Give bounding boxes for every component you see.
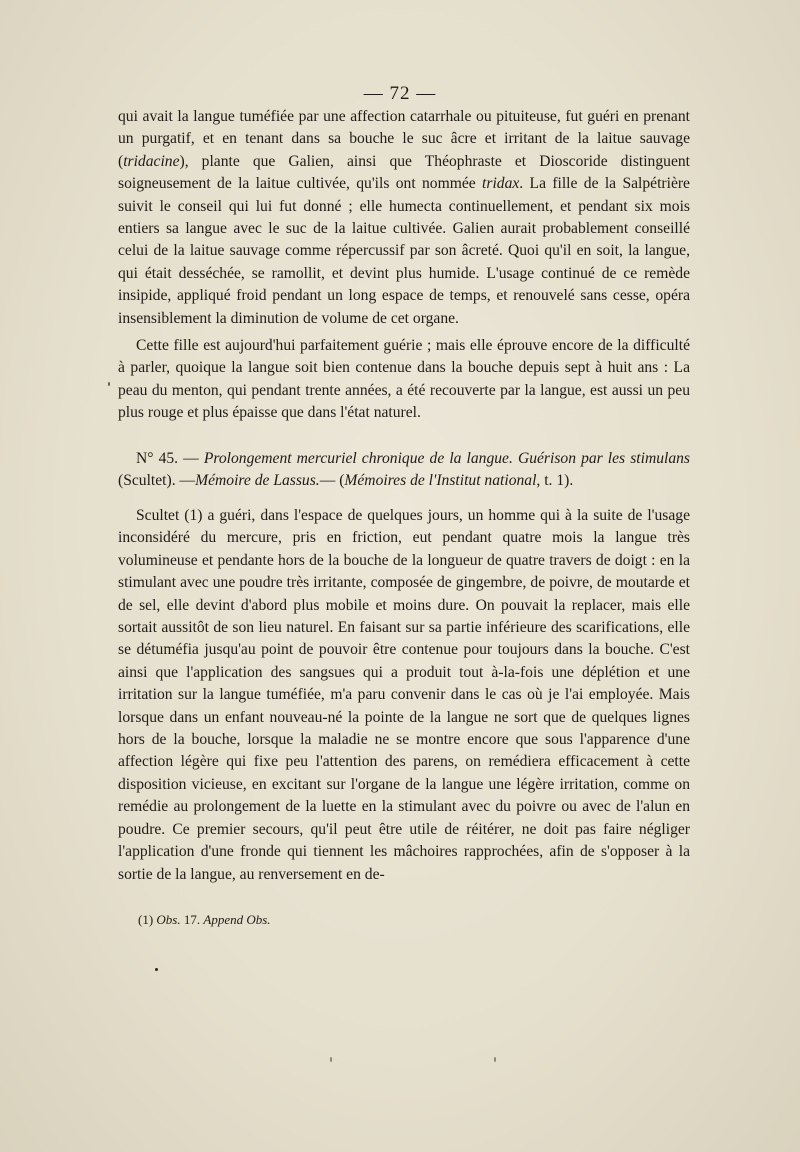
footnote-append: Append Obs.	[203, 912, 271, 927]
observation-number: N° 45. —	[136, 450, 204, 467]
paragraph-3	[118, 505, 690, 886]
paper-speck	[330, 1057, 332, 1062]
paragraph-1-text-b: ), plante que Galien, ainsi que Théophraste et Dioscoride distinguent soigneusement de la laitue cultivée, qu'ils ont nommée	[118, 152, 690, 193]
observation-heading	[118, 448, 690, 493]
paper-speck	[494, 1057, 496, 1062]
observation-source-institut: Mémoires de l'Institut national,	[344, 472, 541, 490]
observation-author: (Scultet). —	[118, 472, 196, 490]
footnote	[138, 911, 271, 929]
paragraph-1-text-c: . La fille de la Salpétrière suivit le conseil qui lui fut donné ; elle humecta continuellement, et pendant six mois entiers sa langue avec le suc de la laitue cultivée. Galien aurait probablement conseillé celui de la laitue sauvage comme répercussif par son âcreté. Quoi qu'il en soit, la langue, qui était desséchée, se ramollit, et devint plus humide. L'usage continué de ce remède insipide, appliqué froid pendant un long espace de temps, et renouvelé sans cesse, opéra insensiblement la diminution de volume de cet organe.	[118, 175, 690, 327]
paragraph-1	[118, 106, 690, 330]
observation-source-memoire: Mémoire de Lassus.	[195, 472, 320, 490]
footnote-obs: Obs.	[156, 912, 181, 927]
paragraph-1-text-a: qui avait la langue tuméfiée par une affection catarrhale ou pituiteuse, fut guéri en prenant un purgatif, et en tenant dans sa bouche le suc âcre et irritant de la laitue sauvage (	[118, 108, 690, 170]
paragraph-2	[118, 335, 690, 425]
paper-speck	[155, 968, 158, 971]
observation-title: Prolongement mercuriel chronique de la langue. Guérison par les stimulans	[203, 450, 690, 467]
observation-volume: t. 1).	[540, 472, 574, 490]
page-number: — 72 —	[363, 83, 437, 104]
footnote-ref: 17.	[180, 912, 204, 927]
paper-speck	[108, 382, 110, 386]
paragraph-1-italic-tridacine: tridacine	[123, 152, 180, 170]
observation-sep: — (	[319, 472, 345, 490]
paragraph-3-text: Scultet (1) a guéri, dans l'espace de quelques jours, un homme qui à la suite de l'usage inconsidéré du mercure, pris en friction, eut pendant quatre mois la langue très volumineuse et pendante hors de la bouche de la longueur de quatre travers de doigt : en la stimulant avec une poudre très irritante, composée de gingembre, de poivre, de moutarde et de sel, elle devint d'abord plus mobile et moins dure. On pouvait la replacer, mais elle sortait aussitôt de son lieu naturel. En faisant sur sa partie inférieure des scarifications, elle se détuméfia jusqu'au point de pouvoir être contenue pour toujours dans la bouche. C'est ainsi que l'application des sangsues qui a produit tout à-la-fois une déplétion et une irritation sur la langue tuméfiée, m'a paru convenir dans le cas où je l'ai employée. Mais lorsque dans un enfant nouveau-né la pointe de la langue ne sort que de quelques lignes hors de la bouche, lorsque la maladie ne se montre encore que sous l'apparence d'une affection légère qui fixe peu l'attention des parens, on remédiera efficacement à cette disposition vicieuse, en excitant sur l'organe de la langue une légère irritation, comme on remédie au prolongement de la luette en la stimulant avec du poivre ou avec de l'alun en poudre. Ce premier secours, qu'il peut être utile de réitérer, ne doit pas faire négliger l'application d'une fronde qui tiennent les mâchoires rapprochées, afin de s'opposer à la sortie de la langue, au renversement en de-	[118, 507, 690, 883]
paragraph-2-text: Cette fille est aujourd'hui parfaitement guérie ; mais elle éprouve encore de la difficulté à parler, quoique la langue soit bien contenue dans la bouche depuis sept à huit ans : La peau du menton, qui pendant trente années, a été recouverte par la langue, est aussi un peu plus rouge et plus épaisse que dans l'état naturel.	[118, 337, 690, 422]
footnote-number: (1)	[138, 912, 157, 927]
paragraph-1-italic-tridax: tridax	[482, 175, 520, 193]
